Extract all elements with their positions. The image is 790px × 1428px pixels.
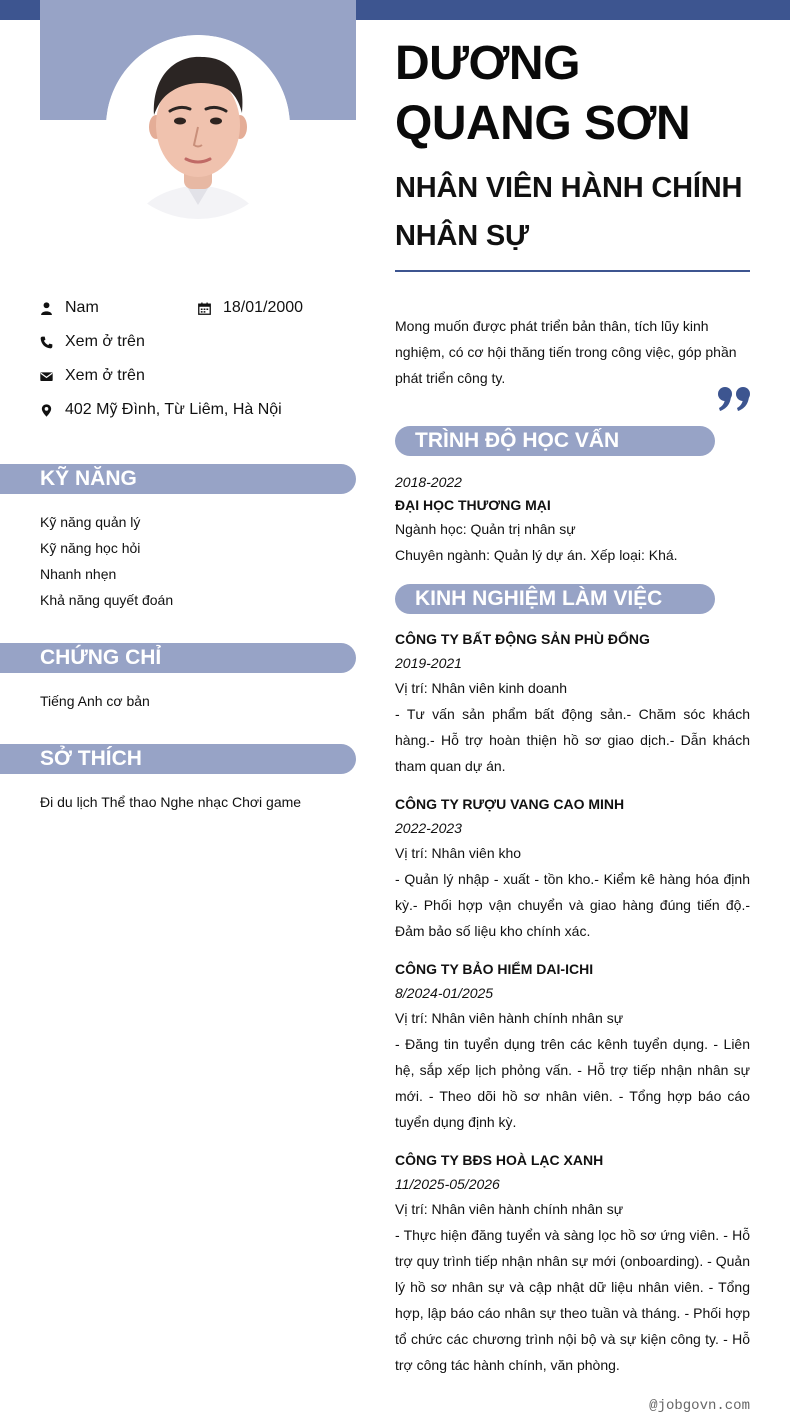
experience-entry <box>395 792 750 944</box>
job-position: Vị trí: Nhân viên hành chính nhân sự <box>395 1201 624 1217</box>
job-period: 8/2024-01/2025 <box>395 985 494 1001</box>
career-objective: Mong muốn được phát triển bản thân, tích lũy kinh nghiệm, có cơ hội thăng tiến trong công việc, góp phần phát triển công ty. <box>395 318 737 386</box>
phone-icon <box>40 335 53 350</box>
phone-row <box>40 333 145 351</box>
quote-icon <box>716 384 752 414</box>
certificates-list <box>40 688 150 714</box>
company-name: CÔNG TY BẤT ĐỘNG SẢN PHÙ ĐỔNG <box>395 631 650 647</box>
user-icon <box>40 301 53 316</box>
job-period: 2022-2023 <box>395 820 462 836</box>
education-specialization: Chuyên ngành: Quản lý dự án. Xếp loại: Khá. <box>395 547 678 563</box>
title-divider <box>395 270 750 272</box>
gender-value: Nam <box>65 299 99 316</box>
school-name: ĐẠI HỌC THƯƠNG MẠI <box>395 497 551 513</box>
address-row <box>40 401 282 419</box>
job-description: - Đăng tin tuyển dụng trên các kênh tuyển dụng. - Liên hệ, sắp xếp lịch phỏng vấn. - Hỗ trợ tiếp nhận nhân sự mới. - Theo dõi hồ sơ nhân viên. - Tổng hợp báo cáo tuyển dụng định kỳ. <box>395 1036 750 1130</box>
mail-icon <box>40 369 53 384</box>
experience-entry <box>395 1148 750 1378</box>
certificates-heading: CHỨNG CHỈ <box>0 643 356 673</box>
job-title: NHÂN VIÊN HÀNH CHÍNH NHÂN SỰ <box>395 172 743 252</box>
watermark: @jobgovn.com <box>649 1398 750 1414</box>
skill-item: Khả năng quyết đoán <box>40 592 174 608</box>
hobbies-text: Đi du lịch Thể thao Nghe nhạc Chơi game <box>40 794 302 810</box>
calendar-icon <box>198 301 211 316</box>
skill-item: Nhanh nhẹn <box>40 566 117 582</box>
location-pin-icon <box>40 403 53 418</box>
profile-photo <box>106 35 290 219</box>
skill-item: Kỹ năng học hỏi <box>40 540 141 556</box>
birthdate-row <box>198 299 303 317</box>
company-name: CÔNG TY BĐS HOÀ LẠC XANH <box>395 1152 604 1168</box>
phone-value: Xem ở trên <box>65 333 145 350</box>
email-value: Xem ở trên <box>65 367 145 384</box>
job-description: - Quản lý nhập - xuất - tồn kho.- Kiểm kê hàng hóa định kỳ.- Phối hợp vận chuyển và giao hàng đúng tiến độ.- Đảm bảo số liệu kho chính xác. <box>395 871 750 939</box>
hobbies-heading: SỞ THÍCH <box>0 744 356 774</box>
experience-entry <box>395 957 750 1135</box>
education-heading: TRÌNH ĐỘ HỌC VẤN <box>395 426 715 456</box>
skills-heading: KỸ NĂNG <box>0 464 356 494</box>
hobbies-list <box>40 789 301 815</box>
skills-list <box>40 509 173 613</box>
company-name: CÔNG TY BẢO HIỂM DAI-ICHI <box>395 961 594 977</box>
job-period: 11/2025-05/2026 <box>395 1176 500 1192</box>
education-entry <box>395 470 750 568</box>
job-description: - Tư vấn sản phẩm bất động sản.- Chăm sóc khách hàng.- Hỗ trợ hoàn thiện hồ sơ giao dịch.- Dẫn khách tham quan dự án. <box>395 706 750 774</box>
experience-entry <box>395 627 750 779</box>
address-value: 402 Mỹ Đình, Từ Liêm, Hà Nội <box>65 401 282 418</box>
education-major: Ngành học: Quản trị nhân sự <box>395 521 576 537</box>
email-row <box>40 367 145 385</box>
skill-item: Kỹ năng quản lý <box>40 514 141 530</box>
candidate-name: DƯƠNG QUANG SƠN <box>395 37 691 150</box>
job-description: - Thực hiện đăng tuyển và sàng lọc hồ sơ ứng viên. - Hỗ trợ quy trình tiếp nhận nhân sự mới (onboarding). - Quản lý hồ sơ nhân sự và cập nhật dữ liệu nhân viên. - Tổng hợp, lập báo cáo nhân sự theo tuần và tháng. - Phối hợp tổ chức các chương trình nội bộ và sự kiện công ty. - Hỗ trợ công tác hành chính, văn phòng. <box>395 1227 750 1373</box>
job-position: Vị trí: Nhân viên kinh doanh <box>395 680 567 696</box>
education-period: 2018-2022 <box>395 474 462 490</box>
birthdate-value: 18/01/2000 <box>223 299 304 316</box>
experience-heading: KINH NGHIỆM LÀM VIỆC <box>395 584 715 614</box>
job-period: 2019-2021 <box>395 655 462 671</box>
gender-row <box>40 299 99 317</box>
job-position: Vị trí: Nhân viên hành chính nhân sự <box>395 1010 624 1026</box>
certificate-item: Tiếng Anh cơ bản <box>40 693 150 709</box>
company-name: CÔNG TY RƯỢU VANG CAO MINH <box>395 796 625 812</box>
job-position: Vị trí: Nhân viên kho <box>395 845 522 861</box>
